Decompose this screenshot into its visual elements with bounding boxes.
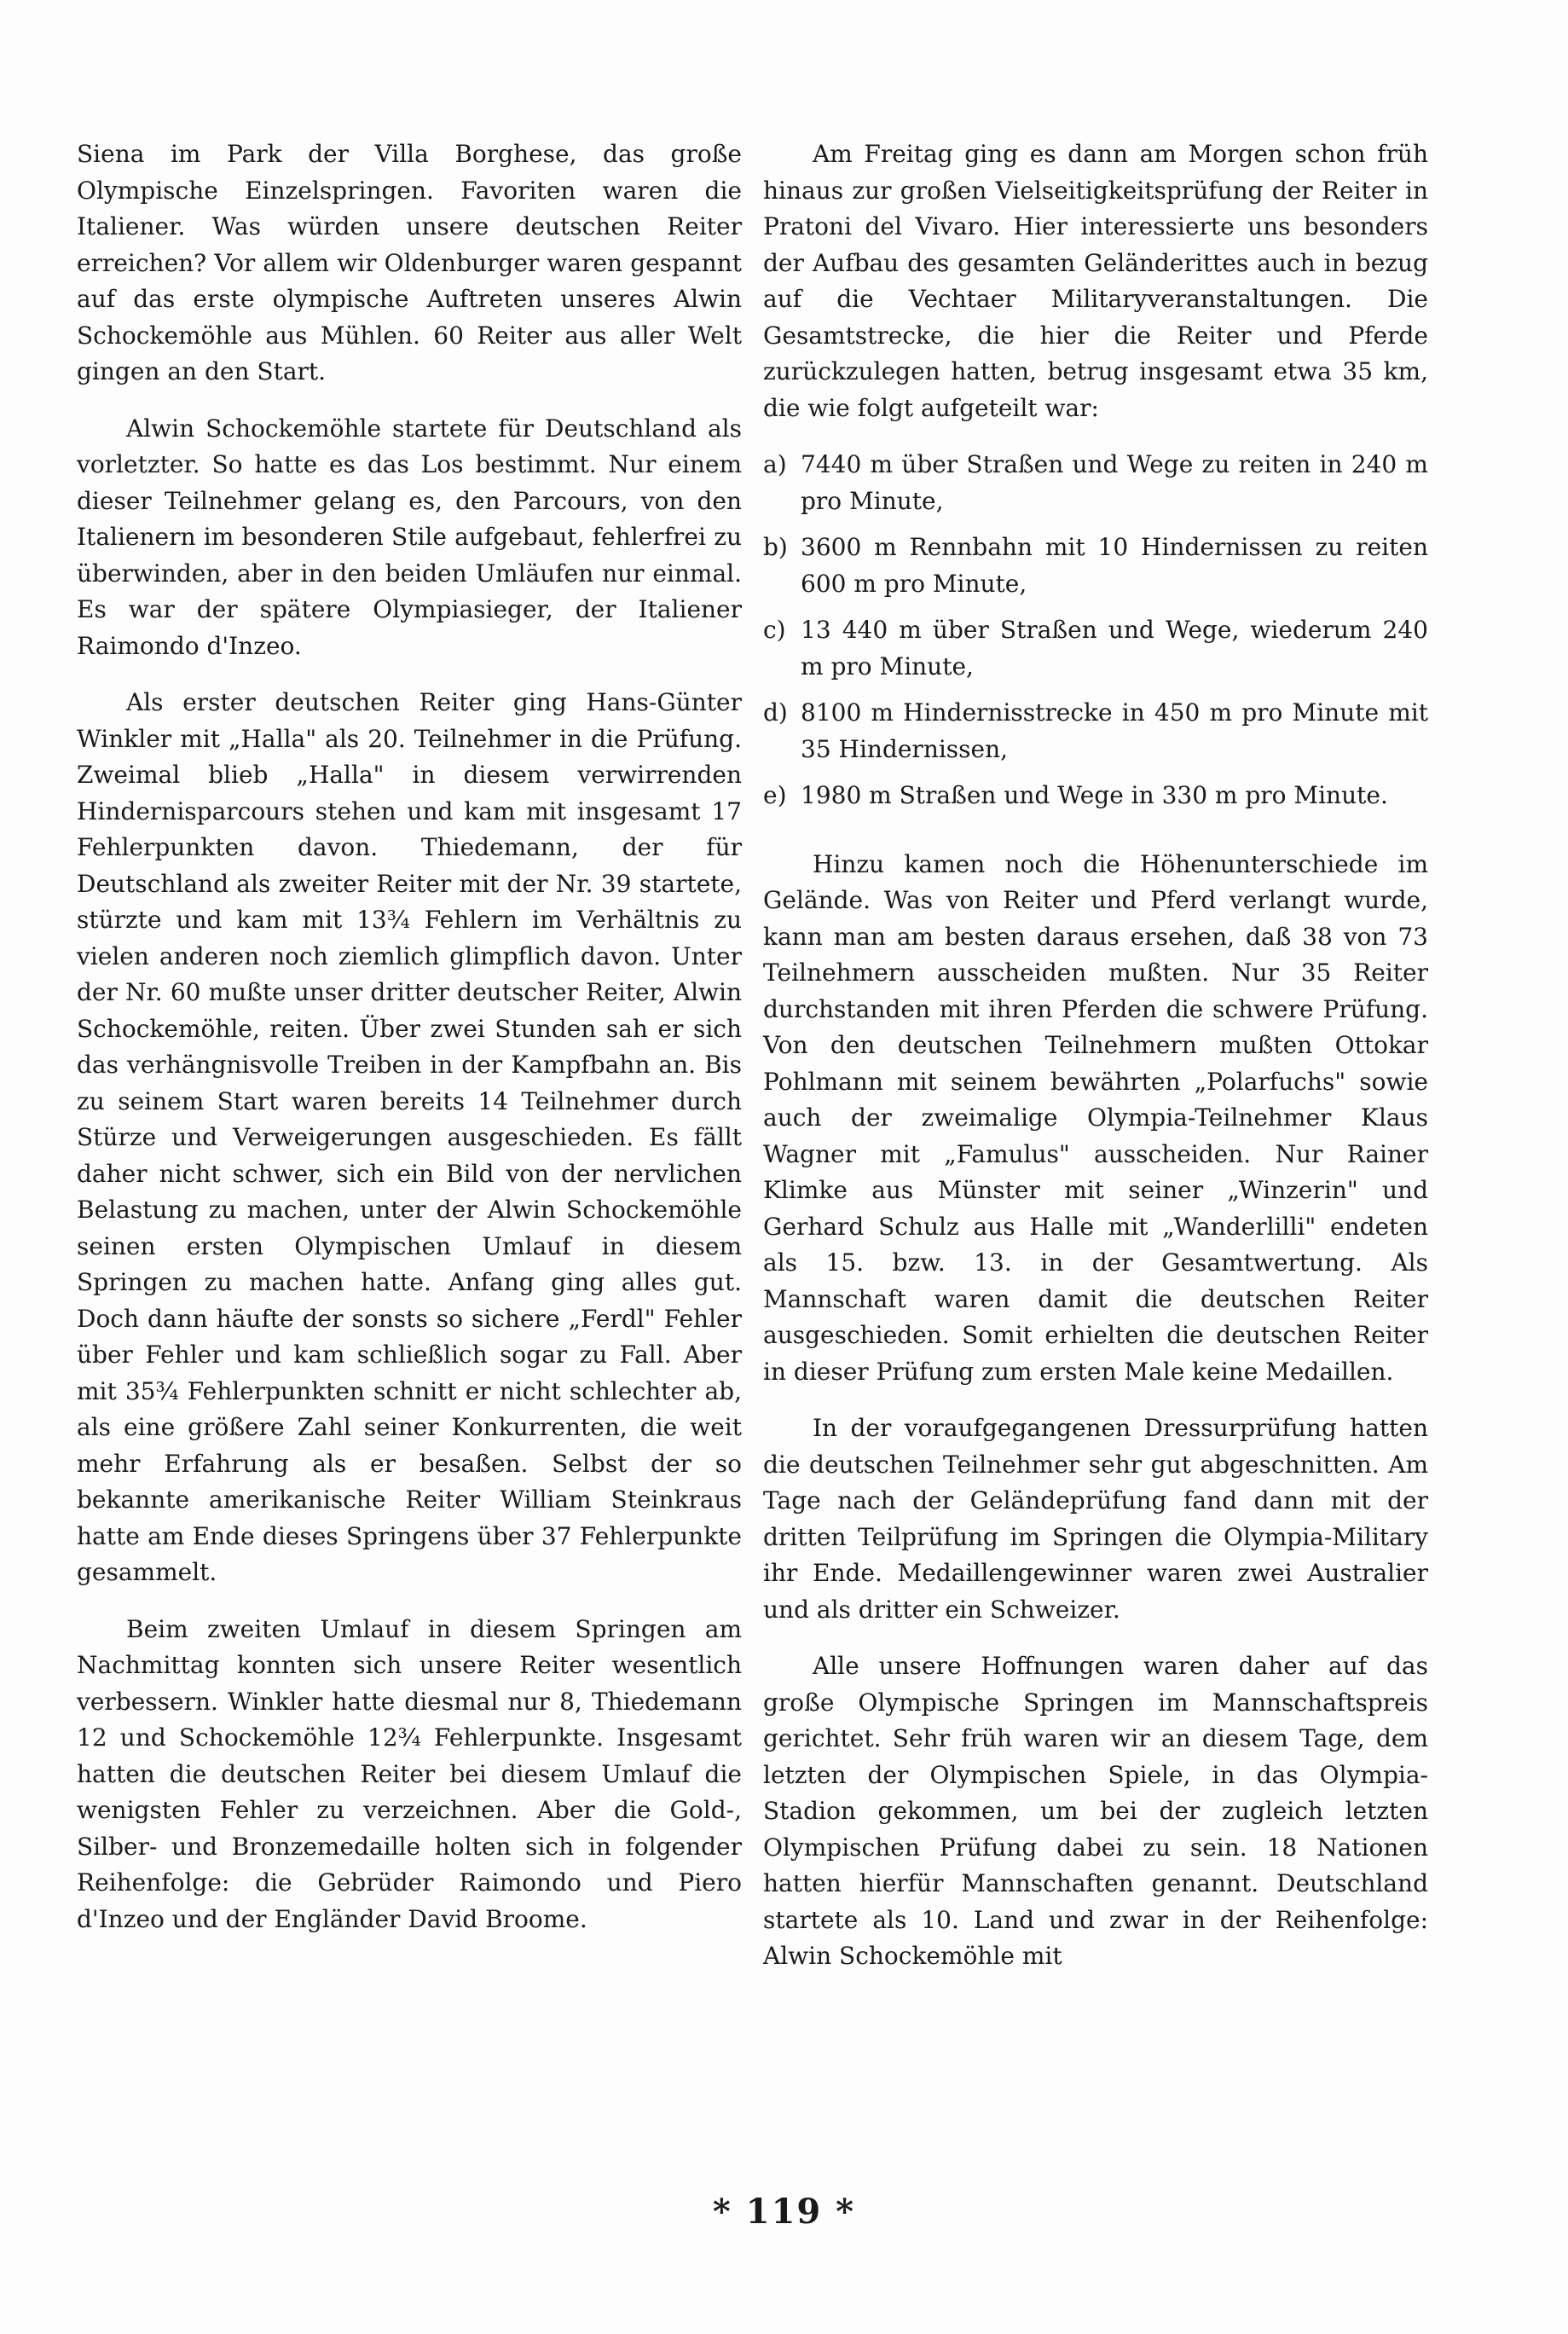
paragraph: Siena im Park der Villa Borghese, das große Olympische Einzelspringen. Favoriten waren die Italiener. Was würden unsere deutschen Reiter erreichen? Vor allem wir Oldenburger waren gespannt auf das erste olympische Auftreten unseres Alwin Schockemöhle aus Mühlen. 60 Reiter aus aller Welt gingen an den Start. — [77, 140, 742, 385]
list-marker: a) — [763, 450, 787, 478]
list-item — [763, 695, 1428, 767]
list-item — [763, 612, 1428, 685]
paragraph: Beim zweiten Umlauf in diesem Springen am Nachmittag konnten sich unsere Reiter wesentlich verbessern. Winkler hatte diesmal nur 8, Thiedemann 12 und Schockemöhle 12¾ Fehlerpunkte. Insgesamt hatten die deutschen Reiter bei diesem Umlauf die wenigsten Fehler zu verzeichnen. Aber die Gold-, Silber- und Bronzemedaille holten sich in folgender Reihenfolge: die Gebrüder Raimondo und Piero d'Inzeo und der Engländer David Broome. — [77, 1614, 742, 1933]
route-list — [763, 447, 1428, 814]
left-column — [77, 136, 742, 1958]
paragraph: Alwin Schockemöhle startete für Deutschland als vorletzter. So hatte es das Los bestimmt. Nur einem dieser Teilnehmer gelang es, den Parcours, von den Italienern im besonderen Stile aufgebaut, fehlerfrei zu überwinden, aber in den beiden Umläufen nur einmal. Es war der spätere Olympiasieger, der Italiener Raimondo d'Inzeo. — [77, 414, 742, 660]
paragraph: Am Freitag ging es dann am Morgen schon früh hinaus zur großen Vielseitigkeitsprüfung der Reiter in Pratoni del Vivaro. Hier interessierte uns besonders der Aufbau des gesamten Geländerittes auch in bezug auf die Vechtaer Militaryveranstaltungen. Die Gesamtstrecke, die hier die Reiter und Pferde zurückzulegen hatten, betrug insgesamt etwa 35 km, die wie folgt aufgeteilt war: — [763, 140, 1428, 422]
list-item-text: 8100 m Hindernisstrecke in 450 m pro Minute mit 35 Hindernissen, — [801, 698, 1428, 763]
list-marker: c) — [763, 616, 786, 644]
paragraph: In der voraufgegangenen Dressurprüfung hatten die deutschen Teilnehmer sehr gut abgeschnitten. Am Tage nach der Geländeprüfung fand dann mit der dritten Teilprüfung im Springen die Olympia-Military ihr Ende. Medaillengewinner waren zwei Australier und als dritter ein Schweizer. — [763, 1414, 1428, 1624]
paragraph: Als erster deutschen Reiter ging Hans-Günter Winkler mit „Halla" als 20. Teilnehmer in die Prüfung. Zweimal blieb „Halla" in diesem verwirrenden Hindernisparcours stehen und kam mit insgesamt 17 Fehlerpunkten davon. Thiedemann, der für Deutschland als zweiter Reiter mit der Nr. 39 startete, stürzte und kam mit 13¾ Fehlern im Verhältnis zu vielen anderen noch ziemlich glimpflich davon. Unter der Nr. 60 mußte unser dritter deutscher Reiter, Alwin Schockemöhle, reiten. Über zwei Stunden sah er sich das verhängnisvolle Treiben in der Kampfbahn an. Bis zu seinem Start waren bereits 14 Teilnehmer durch Stürze und Verweigerungen ausgeschieden. Es fällt daher nicht schwer, sich ein Bild von der nervlichen Belastung zu machen, unter der Alwin Schockemöhle seinen ersten Olympischen Umlauf in diesem Springen zu machen hatte. Anfang ging alles gut. Doch dann häufte der sonsts so sichere „Ferdl" Fehler über Fehler und kam schließlich sogar zu Fall. Aber mit 35¾ Fehlerpunkten schnitt er nicht schlechter ab, als eine größere Zahl seiner Konkurrenten, die weit mehr Erfahrung als er besaßen. Selbst der so bekannte amerikanische Reiter William Steinkraus hatte am Ende dieses Springens über 37 Fehlerpunkte gesammelt. — [77, 688, 742, 1586]
list-marker: e) — [763, 781, 787, 809]
list-item — [763, 447, 1428, 519]
paragraph: Alle unsere Hoffnungen waren daher auf das große Olympische Springen im Mannschaftspreis gerichtet. Sehr früh waren wir an diesem Tage, dem letzten der Olympischen Spiele, in das Olympia-Stadion gekommen, um bei der zugleich letzten Olympischen Prüfung dabei zu sein. 18 Nationen hatten hierfür Mannschaften genannt. Deutschland startete als 10. Land und zwar in der Reihenfolge: Alwin Schockemöhle mit — [763, 1652, 1428, 1970]
list-marker: d) — [763, 698, 788, 727]
list-item — [763, 778, 1428, 814]
page-number: * 119 * — [712, 2192, 856, 2232]
list-item-text: 3600 m Rennbahn mit 10 Hindernissen zu reiten 600 m pro Minute, — [801, 533, 1428, 598]
right-column — [763, 136, 1428, 1995]
list-item-text: 1980 m Straßen und Wege in 330 m pro Minute. — [801, 781, 1388, 809]
list-marker: b) — [763, 533, 788, 561]
list-item-text: 13 440 m über Straßen und Wege, wiederum 240 m pro Minute, — [801, 616, 1428, 681]
list-item — [763, 530, 1428, 602]
paragraph: Hinzu kamen noch die Höhenunterschiede im Gelände. Was von Reiter und Pferd verlangt wurde, kann man am besten daraus ersehen, daß 38 von 73 Teilnehmern ausscheiden mußten. Nur 35 Reiter durchstanden mit ihren Pferden die schwere Prüfung. Von den deutschen Teilnehmern mußten Ottokar Pohlmann mit seinem bewährten „Polarfuchs" sowie auch der zweimalige Olympia-Teilnehmer Klaus Wagner mit „Famulus" ausscheiden. Nur Rainer Klimke aus Münster mit seiner „Winzerin" und Gerhard Schulz aus Halle mit „Wanderlilli" endeten als 15. bzw. 13. in der Gesamtwertung. Als Mannschaft waren damit die deutschen Reiter ausgeschieden. Somit erhielten die deutschen Reiter in dieser Prüfung zum ersten Male keine Medaillen. — [763, 849, 1428, 1386]
list-item-text: 7440 m über Straßen und Wege zu reiten in 240 m pro Minute, — [801, 450, 1428, 515]
